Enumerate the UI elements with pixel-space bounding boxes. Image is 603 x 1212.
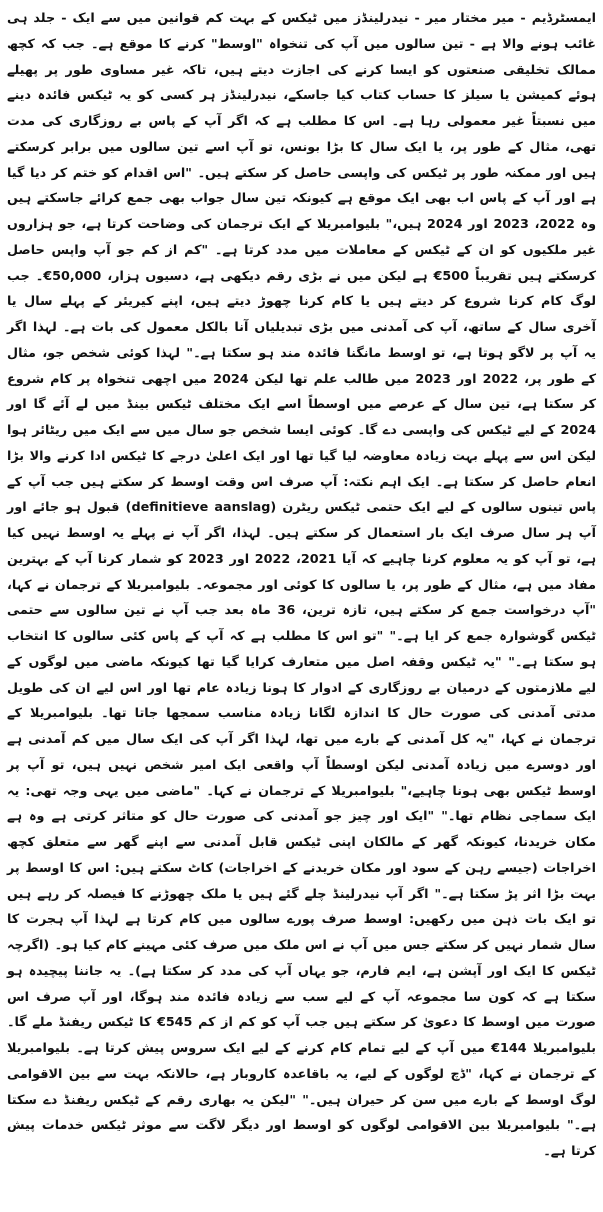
article-body: ایمسٹرڈیم - میر مختار میر - نیدرلینڈز میں ٹیکس کے بہت کم قوانین میں سے ایک - جلد ہی غائب ہونے والا ہے - تین سالوں میں آپ کی تنخواہ "اوسط" کرنے کا موقع ہے۔ جب کہ کچھ ممالک تخلیقی صنعتوں کو ایسا کرنے کی اجازت دیتے ہیں، تاکہ غیر مساوی طور پر پھیلے ہوئے کمیشن یا سیلز کا حساب کتاب کیا جاسکے، نیدرلینڈز ہر کسی کو یہ ٹیکس فائدہ دینے میں نسبتاً غیر معمولی رہا ہے۔ اس کا مطلب ہے کہ اگر آپ کے پاس بے روزگاری کی مدت تھی، مثال کے طور پر، یا ایک سال کا بڑا بونس، تو آپ اسے تین سالوں میں برابر کرسکتے ہیں اور ممکنہ طور پر ٹیکس کی واپسی حاصل کر سکتے ہیں۔ "اس اقدام کو ختم کر دیا گیا ہے اور آپ کے پاس اب بھی ایک موقع ہے کیونکہ تین سال جواب بھی جمع کرائے جاسکتے ہیں وہ 2022، 2023 اور 2024 ہیں،" بلیوامبریلا کے ایک ترجمان کی وضاحت کرتا ہے، جو ہزاروں غیر ملکیوں کو ان کے ٹیکس کے معاملات میں مدد کرتا ہے۔ "کم از کم جو آپ واپس حاصل کرسکتے ہیں تقریباً 500€ ہے لیکن میں نے بڑی رقم دیکھی ہے، دسیوں ہزار، 50,000€۔ جب لوگ کام کرنا شروع کر دیتے ہیں یا کام کرنا چھوڑ دیتے ہیں، اپنے کیریئر کے پہلے سال یا آخری سال کے ساتھ، آپ کی آمدنی میں بڑی تبدیلیاں آنا بالکل معمول کی بات ہے۔ لہذا اگر یہ آپ پر لاگو ہوتا ہے، تو اوسط مانگنا فائدہ مند ہو سکتا ہے۔" لہذا کوئی شخص جو، مثال کے طور پر، 2022 اور 2023 میں طالب علم تھا لیکن 2024 میں اچھی تنخواہ پر کام شروع کر سکتا ہے، تین سال کے عرصے میں اوسطاً اسے ایک مختلف ٹیکس بینڈ میں لے آئے گا اور 2024 کے لیے ٹیکس کی واپسی دے گا۔ کوئی ایسا شخص جو سال میں سے ایک میں ریٹائر ہوا لیکن اس سے پہلے بہت زیادہ معاوضہ لیا گیا تھا اور ایک اعلیٰ درجے کا ٹیکس ادا کرنے والا بڑا انعام حاصل کر سکتا ہے۔ ایک اہم نکتہ: آپ صرف اس وقت اوسط کر سکتے ہیں جب آپ کے پاس تینوں سالوں کے لیے ایک حتمی ٹیکس ریٹرن (definitieve aanslag) قبول ہو جائے اور آپ ہر سال صرف ایک بار استعمال کر سکتے ہیں۔ لہذا، اگر آپ نے پہلے یہ اوسط نہیں کیا ہے، تو آپ کو یہ معلوم کرنا چاہیے کہ آیا 2021، 2022 اور 2023 کو شمار کرنا آپ کے بہترین مفاد میں ہے، مثال کے طور پر، یا سالوں کا کوئی اور مجموعہ۔ بلیوامبریلا کے ترجمان نے کہا، "آپ درخواست جمع کر سکتے ہیں، تازہ ترین، 36 ماہ بعد جب آپ نے تین سالوں سے حتمی ٹیکس گوشوارہ جمع کر ایا ہے۔" "تو اس کا مطلب ہے کہ آپ کے پاس کئی سالوں کا انتخاب ہو سکتا ہے۔" "یہ ٹیکس وقفہ اصل میں متعارف کرایا گیا تھا کیونکہ ماضی میں لوگوں کے لیے ملازمتوں کے درمیان بے روزگاری کے ادوار کا ہونا زیادہ عام تھا اور اس لیے ان کی طویل مدتی آمدنی کی صورت حال کا اندازہ لگانا زیادہ مناسب سمجھا جاتا تھا۔ بلیوامبریلا کے ترجمان نے کہا، "یہ کل آمدنی کے بارے میں تھا، لہذا اگر آپ کی ایک سال میں کم آمدنی ہے اور دوسرے میں زیادہ آمدنی لیکن اوسطاً آپ واقعی ایک امیر شخص نہیں ہیں، تو آپ پر اوسط ٹیکس بھی ہونا چاہیے،" بلیوامبریلا کے ترجمان نے کہا۔ "ماضی میں یہی وجہ تھی: یہ ایک سماجی نظام تھا۔" "ایک اور چیز جو آمدنی کی صورت حال کو متاثر کرتی ہے وہ ہے مکان خریدنا، کیونکہ گھر کے مالکان اپنی ٹیکس قابل آمدنی سے اپنے گھر سے متعلق کچھ اخراجات (جیسے رہن کے سود اور مکان خریدنے کے اخراجات) کاٹ سکتے ہیں: اس کا اوسط پر بہت بڑا اثر پڑ سکتا ہے۔" اگر آپ نیدرلینڈ چلے گئے ہیں یا ملک چھوڑنے کا فیصلہ کر رہے ہیں تو ایک بات ذہن میں رکھیں: اوسط صرف پورے سالوں میں کام کرتا ہے لہذا آپ ہجرت کا سال شمار نہیں کر سکتے جس میں آپ نے اس ملک میں صرف کئی مہینے کام کیا ہو۔ (اگرچہ ٹیکس کا ایک اور آپشن ہے، ایم فارم، جو یہاں آپ کی مدد کر سکتا ہے)۔ یہ جاننا پیچیدہ ہو سکتا ہے کہ کون سا مجموعہ آپ کے لیے سب سے زیادہ فائدہ مند ہوگا، اور آپ صرف اس صورت میں اوسط کا دعویٰ کر سکتے ہیں جب آپ کو کم از کم 545€ کا ٹیکس ریفنڈ ملے گا۔ بلیوامبریلا 144€ میں آپ کے لیے تمام کام کرنے کے لیے ایک سروس پیش کرتا ہے۔ بلیوامبریلا کے ترجمان نے کہا، "ڈچ لوگوں کے لیے، یہ باقاعدہ کاروبار ہے، حالانکہ بہت سے بین الاقوامی لوگ اوسط کے بارے میں سن کر حیران ہیں۔" "لیکن یہ بھاری رقم کے ٹیکس ریفنڈ دے سکتا ہے۔" بلیوامبریلا بین الاقوامی لوگوں کو اوسط اور دیگر لاگت سے موثر ٹیکس خدمات پیش کرتا ہے۔ [7,11,597,1159]
